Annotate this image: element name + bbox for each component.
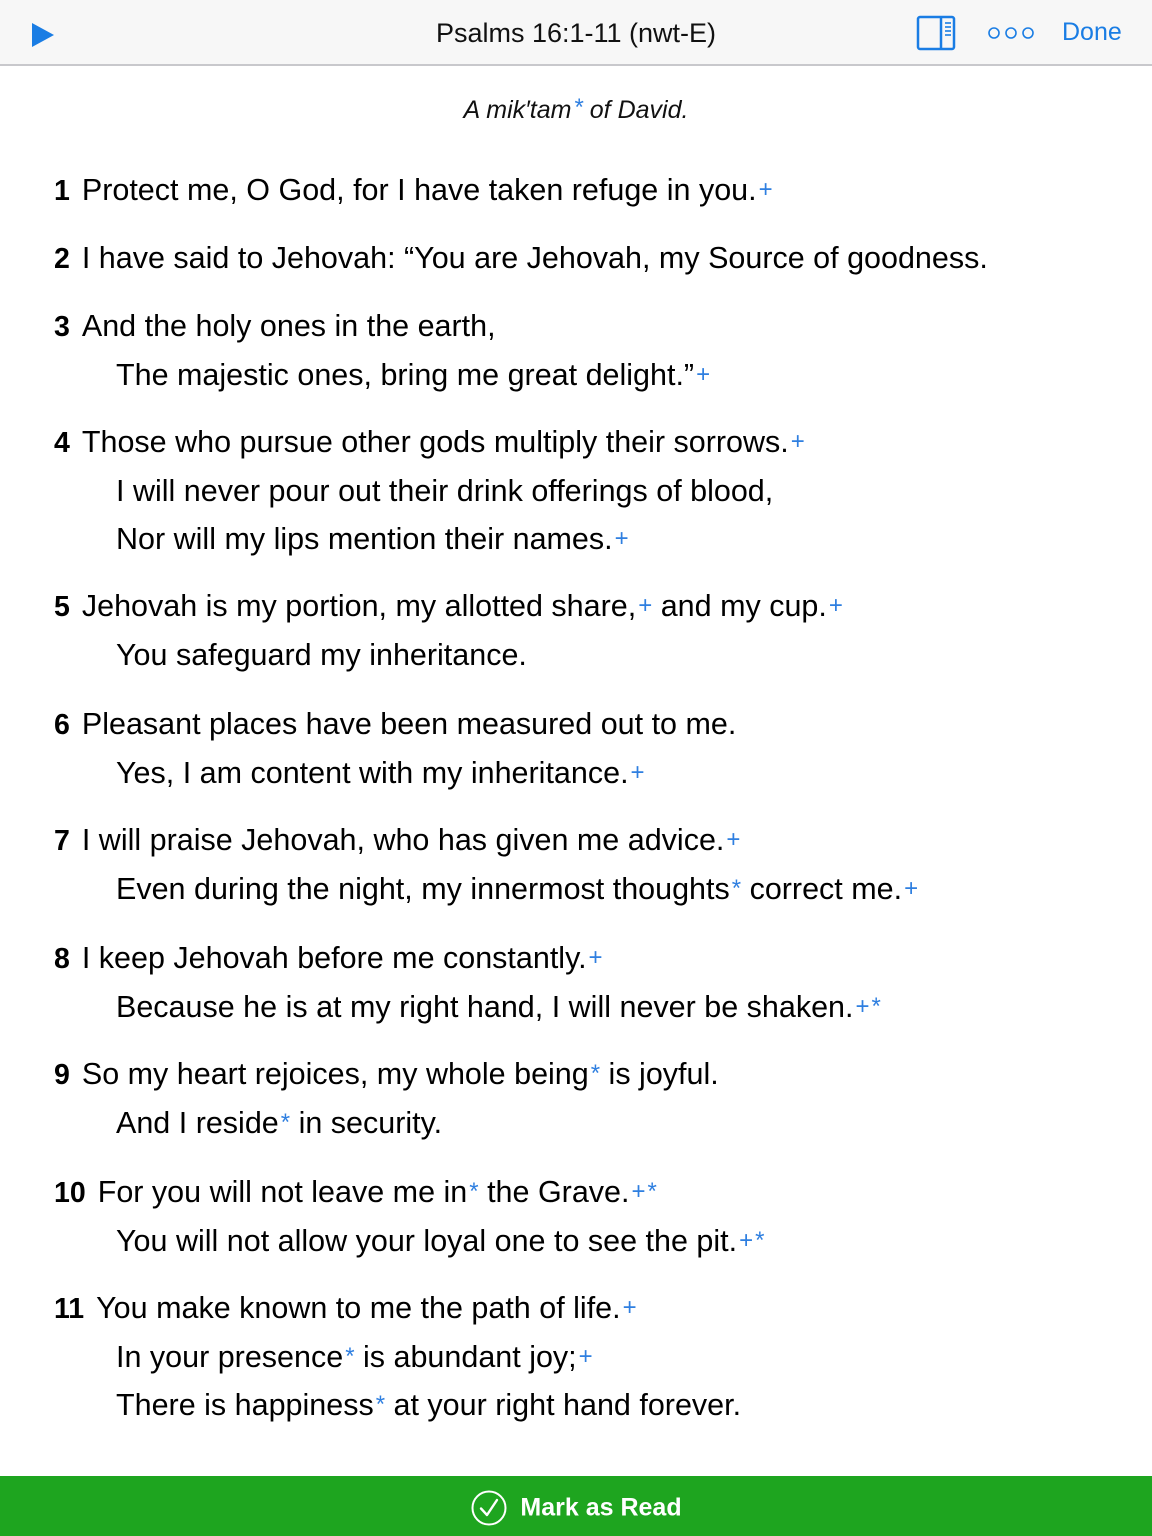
cross-reference-marker[interactable]: + (614, 525, 629, 552)
verse-text: Yes, I am content with my inheritance. (116, 755, 629, 790)
verse-text: You make known to me the path of life. (96, 1291, 621, 1325)
navigation-bar (0, 0, 1152, 66)
footnote-marker[interactable]: * (573, 94, 583, 121)
verse-text: For you will not leave me in (97, 1175, 468, 1209)
cross-reference-marker[interactable]: + (726, 826, 741, 853)
verse-continuation-line (116, 991, 881, 1025)
verse-text: Because he is at my right hand, I will never be shaken. (116, 989, 854, 1024)
verse-first-line (54, 426, 805, 460)
verse-first-line (54, 708, 736, 742)
verse-number[interactable]: 4 (54, 427, 70, 459)
verse-text: the Grave. (478, 1175, 630, 1209)
verse-continuation-line (116, 523, 629, 557)
verse-number[interactable]: 3 (54, 311, 70, 343)
verse-text: And I reside (116, 1105, 279, 1140)
more-options-icon[interactable] (986, 24, 1036, 42)
verse-first-line (54, 310, 496, 344)
verse-number[interactable]: 7 (54, 825, 70, 857)
verse-text: The majestic ones, bring me great delight.” (116, 357, 695, 392)
verse-text: I will never pour out their drink offerings of blood, (116, 473, 774, 508)
verse-text: Jehovah is my portion, my allotted share, (81, 589, 637, 623)
verse-first-line (54, 1292, 637, 1326)
verse-first-line (54, 242, 988, 276)
verse-text: Even during the night, my innermost thoughts (116, 871, 730, 906)
footnote-marker[interactable]: * (647, 1178, 657, 1205)
verse-number[interactable]: 1 (54, 175, 70, 207)
cross-reference-marker[interactable]: + (904, 874, 919, 902)
play-icon[interactable] (28, 20, 58, 50)
superscription-text-end: of David. (582, 96, 689, 124)
sidebar-toggle-icon[interactable] (916, 14, 956, 52)
cross-reference-marker[interactable]: + (790, 428, 805, 455)
verse-continuation-line (116, 873, 918, 907)
superscription-text: A mik′tam (463, 96, 572, 124)
verse-first-line (54, 1058, 719, 1092)
cross-reference-marker[interactable]: + (696, 360, 711, 388)
verse-continuation-line (116, 359, 710, 393)
mark-as-read-button[interactable] (0, 1476, 1152, 1536)
verse-continuation-line (116, 1389, 741, 1423)
footnote-marker[interactable]: * (469, 1178, 479, 1205)
verse-number[interactable]: 10 (54, 1177, 86, 1209)
page-title: Psalms 16:1-11 (nwt-E) (435, 18, 717, 48)
cross-reference-marker[interactable]: + (855, 992, 870, 1020)
verse-continuation-line (116, 475, 773, 509)
verse-text: Those who pursue other gods multiply their sorrows. (81, 425, 789, 459)
mark-as-read-label: Mark as Read (520, 1493, 682, 1522)
footnote-marker[interactable]: * (345, 1342, 355, 1370)
verse-text: I keep Jehovah before me constantly. (81, 941, 587, 975)
verse-number[interactable]: 6 (54, 709, 70, 741)
verse-number[interactable]: 8 (54, 943, 70, 975)
verse-continuation-line (116, 1107, 442, 1141)
verse-text: is abundant joy; (354, 1339, 577, 1374)
verse-text: And the holy ones in the earth, (81, 309, 496, 343)
verse-text: In your presence (116, 1339, 344, 1374)
footnote-marker[interactable]: * (871, 992, 881, 1020)
footnote-marker[interactable]: * (731, 874, 742, 902)
check-circle-icon (470, 1489, 508, 1527)
verse-first-line (54, 824, 740, 858)
verse-text: There is happiness (116, 1388, 374, 1422)
footnote-marker[interactable]: * (590, 1060, 601, 1087)
verse-text: in security. (290, 1105, 443, 1140)
psalm-superscription (0, 94, 1152, 125)
verse-number[interactable]: 5 (54, 591, 70, 623)
verse-first-line (54, 942, 603, 976)
verse-continuation-line (116, 639, 527, 673)
verse-text: I will praise Jehovah, who has given me advice. (81, 823, 725, 857)
cross-reference-marker[interactable]: + (758, 176, 773, 203)
footnote-marker[interactable]: * (755, 1226, 765, 1254)
verse-continuation-line (116, 1225, 764, 1259)
verse-text: Protect me, O God, for I have taken refuge in you. (81, 173, 757, 207)
verse-text: Pleasant places have been measured out to me. (81, 707, 737, 741)
verse-text: So my heart rejoices, my whole being (81, 1057, 589, 1091)
verse-text: You will not allow your loyal one to see the pit. (116, 1223, 738, 1258)
cross-reference-marker[interactable]: + (739, 1226, 754, 1254)
cross-reference-marker[interactable]: + (630, 758, 645, 786)
verse-text: I have said to Jehovah: “You are Jehovah, my Source of goodness. (81, 241, 988, 275)
cross-reference-marker[interactable]: + (638, 592, 653, 619)
verse-number[interactable]: 2 (54, 243, 70, 275)
cross-reference-marker[interactable]: + (578, 1342, 593, 1370)
cross-reference-marker[interactable]: + (828, 592, 843, 619)
cross-reference-marker[interactable]: + (622, 1294, 637, 1321)
verse-text: Nor will my lips mention their names. (116, 522, 613, 556)
verse-continuation-line (116, 757, 645, 791)
verse-text: at your right hand forever. (385, 1388, 742, 1422)
cross-reference-marker[interactable]: + (631, 1178, 646, 1205)
footnote-marker[interactable]: * (375, 1391, 386, 1418)
verse-text: You safeguard my inheritance. (116, 637, 527, 672)
verse-text: correct me. (741, 871, 903, 906)
verse-number[interactable]: 11 (54, 1293, 85, 1325)
verse-continuation-line (116, 1341, 593, 1375)
cross-reference-marker[interactable]: + (588, 944, 603, 971)
verse-first-line (54, 590, 843, 624)
verse-first-line (54, 174, 773, 208)
done-button[interactable]: Done (1062, 18, 1122, 46)
verse-text: is joyful. (600, 1057, 719, 1091)
footnote-marker[interactable]: * (280, 1108, 291, 1136)
verse-first-line (54, 1176, 657, 1210)
verse-text: and my cup. (652, 589, 827, 623)
verse-number[interactable]: 9 (54, 1059, 70, 1091)
